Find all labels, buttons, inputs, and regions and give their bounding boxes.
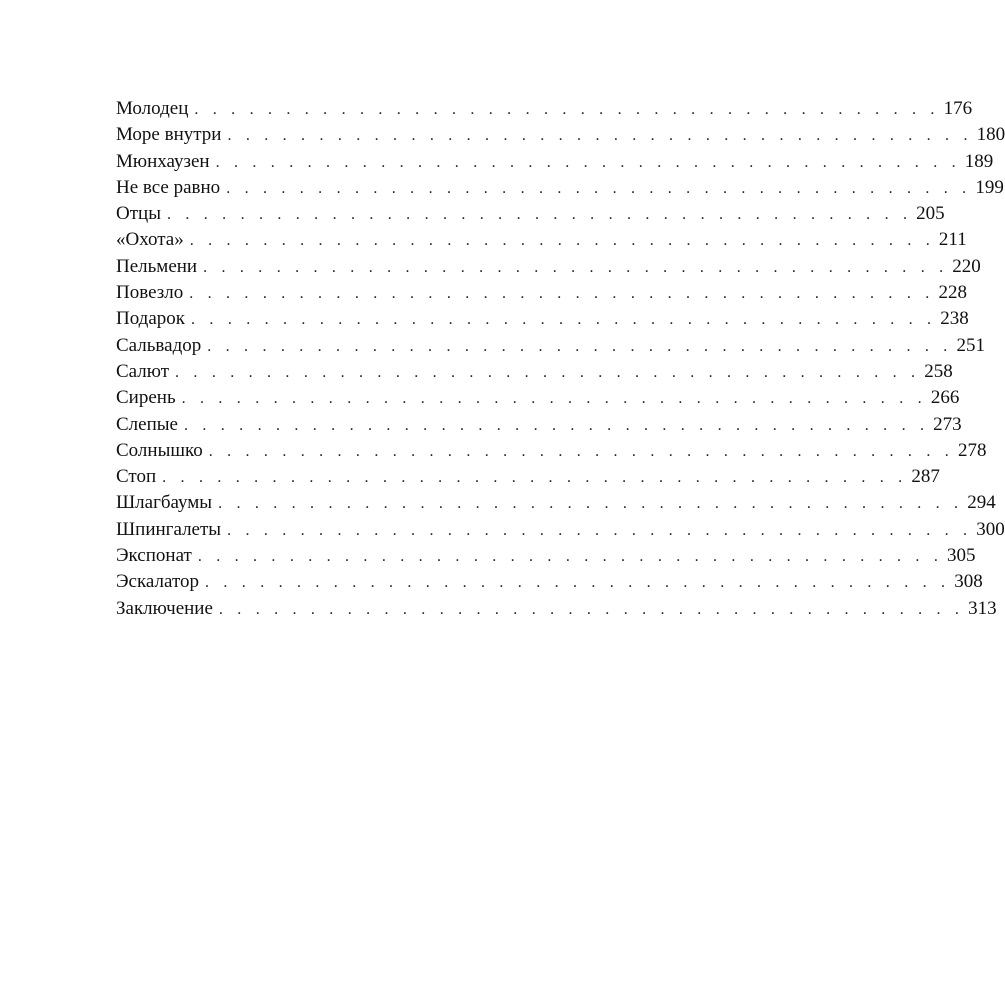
toc-entry-title: Шпингалеты [116, 518, 222, 540]
toc-entry [116, 254, 981, 280]
toc-entry-page: 300 [976, 518, 1005, 540]
dot-leader: . . . . . . . . . . . . . . . . . . . . . . . . . . . . . . . . . . . . . . . . . [205, 574, 951, 592]
dot-leader: . . . . . . . . . . . . . . . . . . . . . . . . . . . . . . . . . . . . . . . . . [218, 495, 964, 513]
dot-leader: . . . . . . . . . . . . . . . . . . . . . . . . . . . . . . . . . . . . . . . . . [162, 469, 908, 487]
toc-entry-page: 294 [967, 492, 996, 514]
toc-entry-title: Шлагбаумы [116, 492, 213, 514]
toc-entry-title: Сирень [116, 387, 176, 409]
toc-entry [116, 569, 983, 595]
toc-entry-title: Экспонат [116, 545, 192, 567]
dot-leader: . . . . . . . . . . . . . . . . . . . . . . . . . . . . . . . . . . . . . . . . . [207, 337, 953, 355]
toc-entry-title: Солнышко [116, 439, 203, 461]
dot-leader: . . . . . . . . . . . . . . . . . . . . . . . . . . . . . . . . . . . . . . . . . [226, 179, 972, 197]
toc-entry-page: 238 [940, 308, 969, 330]
toc-entry-title: Салют [116, 360, 170, 382]
toc-entry [116, 464, 940, 490]
toc-entry-page: 258 [924, 360, 953, 382]
dot-leader: . . . . . . . . . . . . . . . . . . . . . . . . . . . . . . . . . . . . . . . . . [189, 232, 935, 250]
toc-entry-title: Молодец [116, 98, 189, 119]
toc-entry-page: 176 [943, 98, 973, 119]
toc-entry [116, 517, 1005, 543]
dot-leader: . . . . . . . . . . . . . . . . . . . . . . . . . . . . . . . . . . . . . . . . . [215, 153, 961, 171]
toc-entry [116, 543, 976, 569]
toc-entry-page: 308 [954, 571, 983, 593]
toc-entry-page: 278 [957, 439, 987, 461]
toc-entry-page: 180 [976, 124, 1005, 146]
toc-entry-page: 266 [930, 387, 960, 409]
dot-leader: . . . . . . . . . . . . . . . . . . . . . . . . . . . . . . . . . . . . . . . . . [218, 600, 965, 618]
dot-leader: . . . . . . . . . . . . . . . . . . . . . . . . . . . . . . . . . . . . . . . . . [227, 521, 973, 539]
toc-entry-page: 287 [911, 466, 940, 488]
toc-entry-page: 305 [947, 545, 976, 567]
toc-entry [116, 385, 960, 411]
dot-leader: . . . . . . . . . . . . . . . . . . . . . . . . . . . . . . . . . . . . . . . . . [181, 390, 927, 408]
dot-leader: . . . . . . . . . . . . . . . . . . . . . . . . . . . . . . . . . . . . . . . . . [166, 206, 913, 224]
toc-entry-title: Эскалатор [116, 571, 199, 593]
toc-entry-title: Море внутри [116, 124, 222, 146]
toc-entry-title: Заключение [116, 597, 213, 619]
toc-entry-title: Пельмени [116, 255, 198, 277]
toc-entry-title: «Охота» [116, 229, 184, 251]
dot-leader: . . . . . . . . . . . . . . . . . . . . . . . . . . . . . . . . . . . . . . . . . [189, 285, 935, 303]
toc-entry-page: 313 [968, 597, 997, 619]
toc-entry-title: Сальвадор [116, 334, 202, 356]
toc-entry-page: 189 [964, 150, 994, 172]
dot-leader: . . . . . . . . . . . . . . . . . . . . . . . . . . . . . . . . . . . . . . . . . [208, 442, 954, 460]
toc-entry [116, 96, 973, 122]
toc-entry [116, 333, 985, 359]
toc-entry-page: 273 [933, 413, 962, 435]
toc-entry [116, 122, 1005, 148]
toc-entry-title: Мюнхаузен [116, 150, 210, 172]
toc-entry [116, 201, 945, 227]
toc-entry-title: Отцы [116, 203, 161, 225]
toc-entry-title: Не все равно [116, 176, 221, 198]
toc-entry-page: 220 [952, 255, 981, 277]
toc-entry [116, 280, 967, 306]
toc-entry-title: Подарок [116, 308, 186, 330]
toc-entry [116, 412, 962, 438]
dot-leader: . . . . . . . . . . . . . . . . . . . . . . . . . . . . . . . . . . . . . . . . . [227, 127, 973, 145]
dot-leader: . . . . . . . . . . . . . . . . . . . . . . . . . . . . . . . . . . . . . . . . . [197, 548, 944, 566]
toc-entry-page: 199 [975, 176, 1004, 198]
toc-entry [116, 175, 1004, 201]
toc-entry-page: 251 [956, 334, 985, 356]
dot-leader: . . . . . . . . . . . . . . . . . . . . . . . . . . . . . . . . . . . . . . . . . [191, 311, 937, 329]
dot-leader: . . . . . . . . . . . . . . . . . . . . . . . . . . . . . . . . . . . . . . . . . [175, 363, 921, 381]
toc-entry-title: Стоп [116, 466, 157, 488]
toc-entry [116, 438, 987, 464]
dot-leader: . . . . . . . . . . . . . . . . . . . . . . . . . . . . . . . . . . . . . . . . . [194, 101, 940, 118]
table-of-contents [116, 96, 1005, 622]
dot-leader: . . . . . . . . . . . . . . . . . . . . . . . . . . . . . . . . . . . . . . . . . [203, 258, 949, 276]
toc-entry [116, 359, 953, 385]
toc-entry-title: Слепые [116, 413, 178, 435]
toc-entry [116, 490, 996, 516]
toc-entry-page: 228 [938, 282, 967, 304]
toc-entry-page: 211 [938, 229, 967, 251]
toc-entry-title: Повезло [116, 282, 184, 304]
toc-entry-page: 205 [916, 203, 945, 225]
toc-entry [116, 149, 994, 175]
toc-entry [116, 227, 967, 253]
dot-leader: . . . . . . . . . . . . . . . . . . . . . . . . . . . . . . . . . . . . . . . . . [183, 416, 930, 434]
toc-entry [116, 596, 997, 622]
toc-entry [116, 306, 969, 332]
